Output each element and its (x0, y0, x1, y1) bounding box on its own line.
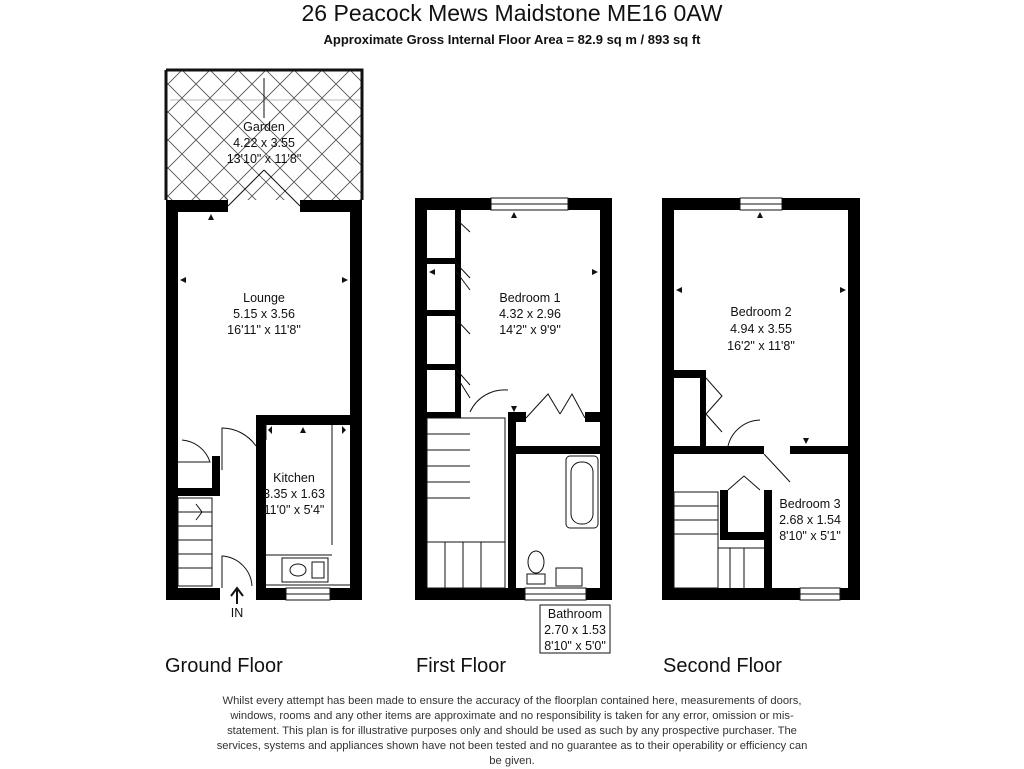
svg-text:8'10" x 5'1": 8'10" x 5'1" (779, 529, 841, 543)
svg-text:Kitchen: Kitchen (273, 471, 315, 485)
svg-text:8'10" x 5'0": 8'10" x 5'0" (544, 639, 606, 653)
floor-area-subtitle: Approximate Gross Internal Floor Area = 82.9 sq m / 893 sq ft (323, 32, 701, 47)
svg-text:16'11" x 11'8": 16'11" x 11'8" (227, 323, 301, 337)
first-floor-label: First Floor (416, 655, 506, 677)
svg-text:Bathroom: Bathroom (547, 607, 603, 621)
page-title: 26 Peacock Mews Maidstone ME16 0AW (301, 0, 723, 26)
second-floor-label: Second Floor (663, 655, 782, 677)
svg-text:2.68 x 1.54: 2.68 x 1.54 (779, 513, 841, 527)
label-kitchen (263, 471, 325, 517)
svg-text:16'2" x 11'8": 16'2" x 11'8" (727, 339, 795, 353)
ground-floor-label: Ground Floor (165, 655, 283, 677)
svg-text:Garden: Garden (243, 120, 285, 134)
entrance-label: IN (230, 606, 244, 620)
ground-floor-plan (166, 70, 362, 604)
svg-text:13'10" x 11'8": 13'10" x 11'8" (226, 152, 302, 166)
bathroom-fixtures (527, 456, 598, 586)
svg-text:14'2" x 9'9": 14'2" x 9'9" (499, 323, 561, 337)
label-bedroom-1 (499, 291, 561, 337)
label-lounge (227, 291, 301, 337)
ground-stairs (178, 498, 212, 586)
svg-text:11'0" x 5'4": 11'0" x 5'4" (263, 503, 325, 517)
first-floor-plan (415, 198, 612, 600)
svg-text:4.32 x 2.96: 4.32 x 2.96 (499, 307, 561, 321)
entrance-arrow-icon (231, 588, 243, 604)
label-bedroom-2 (727, 305, 795, 353)
svg-text:Lounge: Lounge (243, 291, 285, 305)
svg-text:Bedroom 3: Bedroom 3 (779, 497, 841, 511)
label-bathroom (540, 605, 610, 653)
svg-text:5.15 x 3.56: 5.15 x 3.56 (233, 307, 295, 321)
svg-text:4.94 x 3.55: 4.94 x 3.55 (730, 322, 792, 336)
svg-text:Bedroom 1: Bedroom 1 (499, 291, 561, 305)
svg-text:Bedroom 2: Bedroom 2 (730, 305, 792, 319)
svg-text:3.35 x 1.63: 3.35 x 1.63 (263, 487, 325, 501)
svg-text:2.70 x 1.53: 2.70 x 1.53 (544, 623, 606, 637)
svg-text:4.22 x 3.55: 4.22 x 3.55 (233, 136, 295, 150)
label-bedroom-3 (779, 497, 841, 543)
garden-area (166, 70, 362, 200)
disclaimer-text: Whilst every attempt has been made to ensure the accuracy of the floorplan contained here, measurements of doors, windows, rooms and any other items are approximate and no responsibility is taken for any error, omission or mis-statement. This plan is for illustrative purposes only and should be used as such by any prospective purchaser. The services, systems and appliances shown have not been tested and no guarantee as to their operability or efficiency can be given. (216, 695, 808, 767)
first-stairs (427, 418, 505, 588)
